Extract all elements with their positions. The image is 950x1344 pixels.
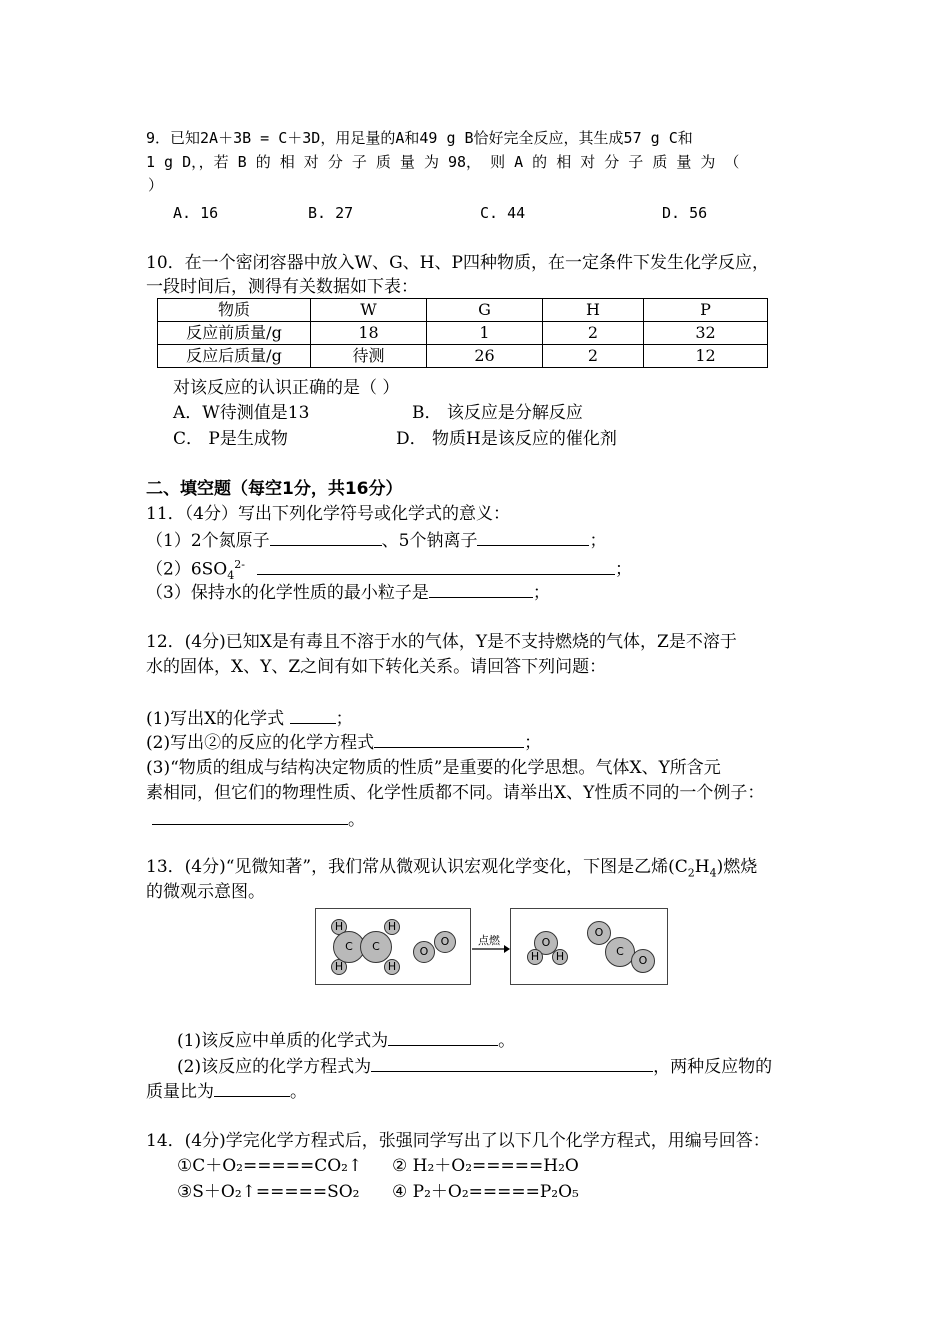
q13-line1-h: H	[694, 857, 710, 877]
products-box	[510, 908, 668, 985]
hydrogen-atom: H	[331, 919, 347, 935]
answer-blank[interactable]	[257, 558, 615, 575]
subscript: 4	[227, 569, 235, 583]
reaction-arrow-icon	[471, 944, 511, 954]
q11-part1-a-label: （1）2个氮原子	[146, 531, 270, 551]
subscript: 4	[709, 866, 717, 880]
q11-part3	[146, 581, 550, 604]
hydrogen-atom: H	[552, 949, 568, 965]
semicolon: ；	[589, 531, 607, 551]
period: 。	[290, 1082, 307, 1102]
answer-blank[interactable]	[152, 808, 348, 825]
semicolon: ；	[614, 559, 632, 580]
reactants-box	[315, 908, 471, 985]
table-header-row	[158, 299, 768, 322]
answer-blank[interactable]	[290, 707, 336, 724]
q11-part1	[146, 529, 606, 552]
q13-part2-label: (2)该反应的化学方程式为	[177, 1057, 372, 1077]
superscript: 2-	[234, 558, 245, 571]
q10-data-table	[157, 298, 768, 368]
q12-part3-line1: (3)“物质的组成与结构决定物质的性质”是重要的化学思想。气体X、Y所含元	[146, 758, 721, 778]
q12-line2: 水的固体，X、Y、Z之间有如下转化关系。请回答下列问题：	[146, 657, 607, 677]
hydrogen-atom: H	[331, 959, 347, 975]
q10-option-a: A．W待测值是13	[173, 403, 310, 423]
q13-part1-label: (1)该反应中单质的化学式为	[177, 1031, 389, 1051]
table-cell: 2	[543, 322, 644, 345]
q13-line2: 的微观示意图。	[146, 882, 265, 902]
oxygen-atom: O	[631, 949, 655, 973]
hydrogen-atom: H	[527, 949, 543, 965]
table-cell: 待测	[311, 345, 427, 368]
q9-line2: 1 g D，，若 B 的 相 对 分 子 质 量 为 98， 则 A 的 相 对 分 子 质 量 为 （	[146, 153, 740, 171]
q14-equation-3: ③S＋O₂↑=====SO₂	[177, 1182, 360, 1202]
q9-option-c: C. 44	[480, 204, 526, 222]
q13-part2-end: ，两种反应物的	[653, 1057, 773, 1077]
q12-line1: 12．(4分)已知X是有毒且不溶于水的气体，Y是不支持燃烧的气体，Z是不溶于	[146, 632, 737, 652]
q9-line1: 9．已知2A＋3B = C＋3D，用足量的A和49 g B恰好完全反应，其生成57 g C和	[146, 129, 693, 147]
section-title: 二、填空题（每空1分，共16分）	[146, 479, 403, 499]
q14-stem: 14．(4分)学完化学方程式后，张强同学写出了以下几个化学方程式，用编号回答：	[146, 1131, 770, 1151]
answer-blank[interactable]	[214, 1080, 290, 1097]
table-cell: 26	[427, 345, 543, 368]
q9-line3: ）	[148, 176, 164, 194]
answer-blank[interactable]	[477, 529, 589, 546]
q12-part1	[146, 707, 353, 730]
oxygen-atom: O	[434, 931, 456, 953]
table-row	[158, 322, 768, 345]
table-cell: 12	[644, 345, 768, 368]
q14-equation-1: ①C＋O₂=====CO₂↑	[177, 1156, 363, 1176]
q13-line1-text: 13．(4分)“见微知著”，我们常从微观认识宏观化学变化，下图是乙烯(C	[146, 857, 688, 877]
period: 。	[348, 810, 365, 830]
answer-blank[interactable]	[429, 581, 533, 598]
period: 。	[498, 1031, 516, 1051]
table-cell: W	[311, 299, 427, 322]
semicolon: ；	[335, 709, 353, 729]
q10-option-c: C． P是生成物	[173, 429, 288, 449]
table-cell: H	[543, 299, 644, 322]
q13-part2-line2	[146, 1080, 307, 1103]
table-row	[158, 345, 768, 368]
q12-part2	[146, 731, 541, 754]
semicolon: ；	[524, 733, 542, 753]
answer-blank[interactable]	[388, 1029, 498, 1046]
q10-option-b: B． 该反应是分解反应	[412, 403, 583, 423]
q13-part2-line2-label: 质量比为	[146, 1082, 214, 1102]
hydrogen-atom: H	[384, 959, 400, 975]
table-cell: 1	[427, 322, 543, 345]
table-cell: 32	[644, 322, 768, 345]
q9-option-d: D. 56	[662, 204, 708, 222]
q12-part3-line2: 素相同，但它们的物理性质、化学性质都不同。请举出X、Y性质不同的一个例子：	[146, 783, 765, 803]
carbon-atom: C	[333, 931, 365, 963]
answer-blank[interactable]	[374, 731, 524, 748]
subscript: 2	[687, 866, 695, 880]
semicolon: ；	[532, 583, 550, 603]
oxygen-atom: O	[534, 931, 558, 955]
answer-blank[interactable]	[371, 1055, 653, 1072]
table-cell: 反应后质量/g	[158, 345, 311, 368]
carbon-atom: C	[605, 937, 635, 967]
q13-part2	[177, 1055, 772, 1078]
table-cell: 反应前质量/g	[158, 322, 311, 345]
table-cell: G	[427, 299, 543, 322]
q11-part1-b-label: 、5个钠离子	[381, 531, 478, 551]
q9-option-a: A. 16	[173, 204, 219, 222]
q10-line1: 10．在一个密闭容器中放入W、G、H、P四种物质，在一定条件下发生化学反应，	[146, 253, 769, 273]
q11-part3-label: （3）保持水的化学性质的最小粒子是	[146, 583, 429, 603]
table-cell: 物质	[158, 299, 311, 322]
arrow-label: 点燃	[478, 934, 500, 947]
carbon-atom: C	[360, 931, 392, 963]
q10-option-d: D． 物质H是该反应的催化剂	[396, 429, 617, 449]
q14-equation-2: ② H₂＋O₂=====H₂O	[392, 1156, 579, 1176]
q9-option-b: B. 27	[308, 204, 354, 222]
q14-equation-4: ④ P₂＋O₂=====P₂O₅	[392, 1182, 579, 1202]
q10-prompt: 对该反应的认识正确的是（ ）	[173, 378, 400, 398]
table-cell: 2	[543, 345, 644, 368]
oxygen-atom: O	[413, 941, 435, 963]
answer-blank[interactable]	[270, 529, 382, 546]
q10-line2: 一段时间后，测得有关数据如下表：	[146, 277, 418, 297]
table-cell: P	[644, 299, 768, 322]
table-cell: 18	[311, 322, 427, 345]
q13-line1-end: )燃烧	[716, 857, 758, 877]
q12-part3-answer	[152, 808, 365, 831]
oxygen-atom: O	[587, 921, 611, 945]
q11-stem: 11．（4分）写出下列化学符号或化学式的意义：	[146, 504, 510, 524]
q11-part2-label: （2）6SO	[146, 559, 228, 580]
hydrogen-atom: H	[384, 919, 400, 935]
q12-part2-label: (2)写出②的反应的化学方程式	[146, 733, 375, 753]
q13-part1	[177, 1029, 515, 1052]
q12-part1-label: (1)写出X的化学式	[146, 709, 290, 729]
